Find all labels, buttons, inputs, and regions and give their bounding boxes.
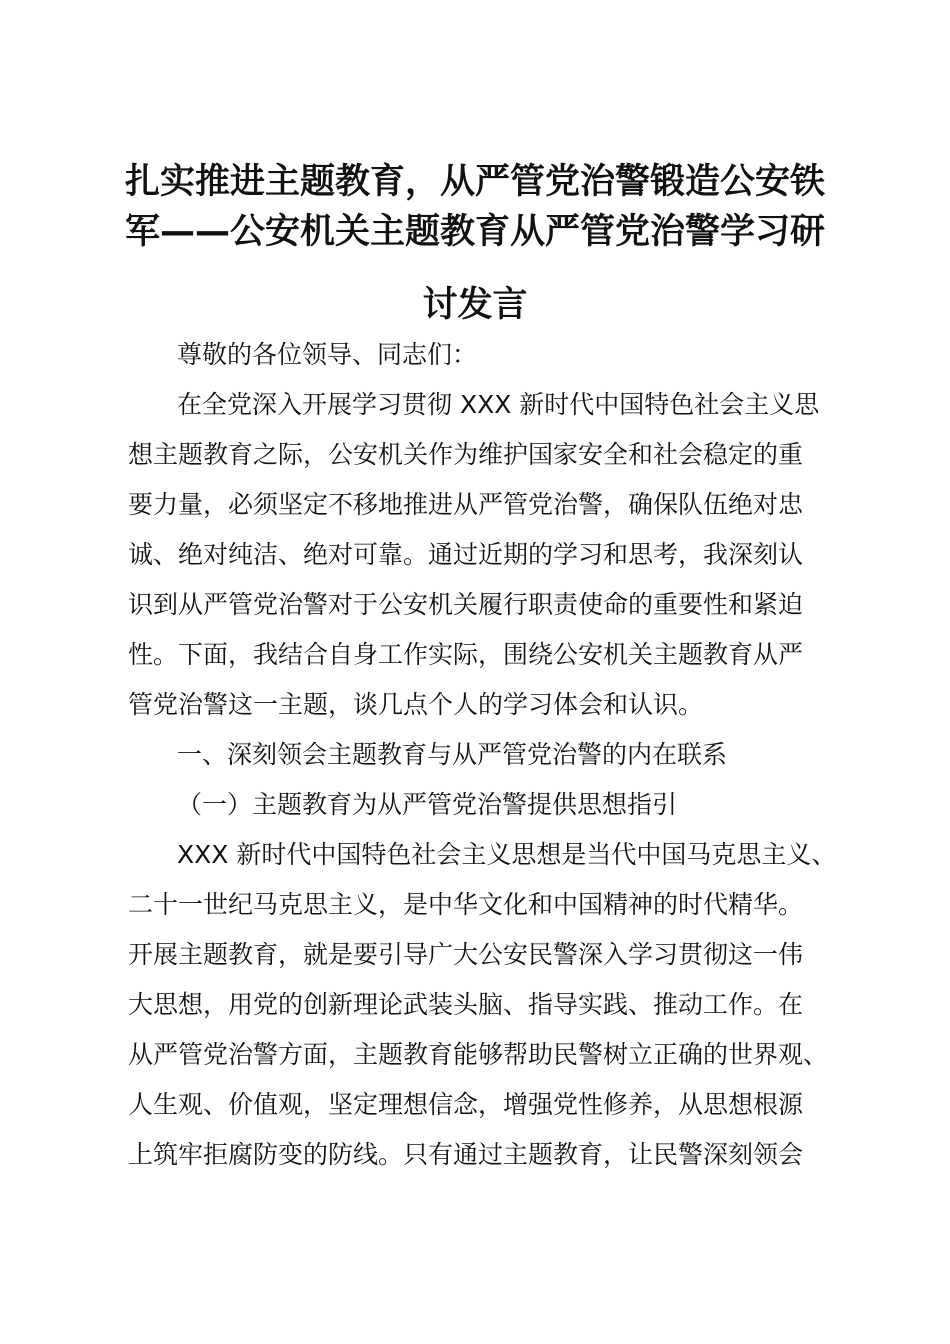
paragraph-2-line-3: 开展主题教育，就是要引导广大公安民警深入学习贯彻这一伟: [128, 940, 804, 969]
paragraph-1-line-5: 识到从严管党治警对于公安机关履行职责使命的重要性和紧迫: [128, 590, 804, 619]
document-title-line-3: 讨发言: [422, 285, 528, 325]
subsection-heading-1: （一）主题教育为从严管党治警提供思想指引: [177, 790, 678, 819]
paragraph-2-line-7: 上筑牢拒腐防变的防线。只有通过主题教育，让民警深刻领会: [128, 1140, 804, 1169]
paragraph-1-line-7: 管党治警这一主题，谈几点个人的学习体会和认识。: [128, 690, 704, 719]
paragraph-1-line-4: 诚、绝对纯洁、绝对可靠。通过近期的学习和思考，我深刻认: [128, 540, 804, 569]
salutation: 尊敬的各位领导、同志们：: [177, 340, 478, 369]
document-title-line-1: 扎实推进主题教育，从严管党治警锻造公安铁: [124, 162, 825, 202]
section-heading-1: 一、深刻领会主题教育与从严管党治警的内在联系: [177, 740, 728, 769]
paragraph-1-line-6: 性。下面，我结合自身工作实际，围绕公安机关主题教育从严: [128, 640, 804, 669]
document-title-line-2: 军——公安机关主题教育从严管党治警学习研: [124, 212, 825, 252]
paragraph-1-line-3: 要力量，必须坚定不移地推进从严管党治警，确保队伍绝对忠: [128, 490, 804, 519]
paragraph-2-line-6: 人生观、价值观，坚定理想信念，增强党性修养，从思想根源: [128, 1090, 804, 1119]
paragraph-1-line-1: 在全党深入开展学习贯彻 XXX 新时代中国特色社会主义思: [177, 390, 820, 419]
paragraph-2-line-2: 二十一世纪马克思主义，是中华文化和中国精神的时代精华。: [128, 890, 804, 919]
paragraph-2-line-1: XXX 新时代中国特色社会主义思想是当代中国马克思主义、: [177, 840, 837, 869]
paragraph-1-line-2: 想主题教育之际，公安机关作为维护国家安全和社会稳定的重: [128, 440, 804, 469]
paragraph-2-line-4: 大思想，用党的创新理论武装头脑、指导实践、推动工作。在: [128, 990, 804, 1019]
paragraph-2-line-5: 从严管党治警方面，主题教育能够帮助民警树立正确的世界观、: [128, 1040, 829, 1069]
